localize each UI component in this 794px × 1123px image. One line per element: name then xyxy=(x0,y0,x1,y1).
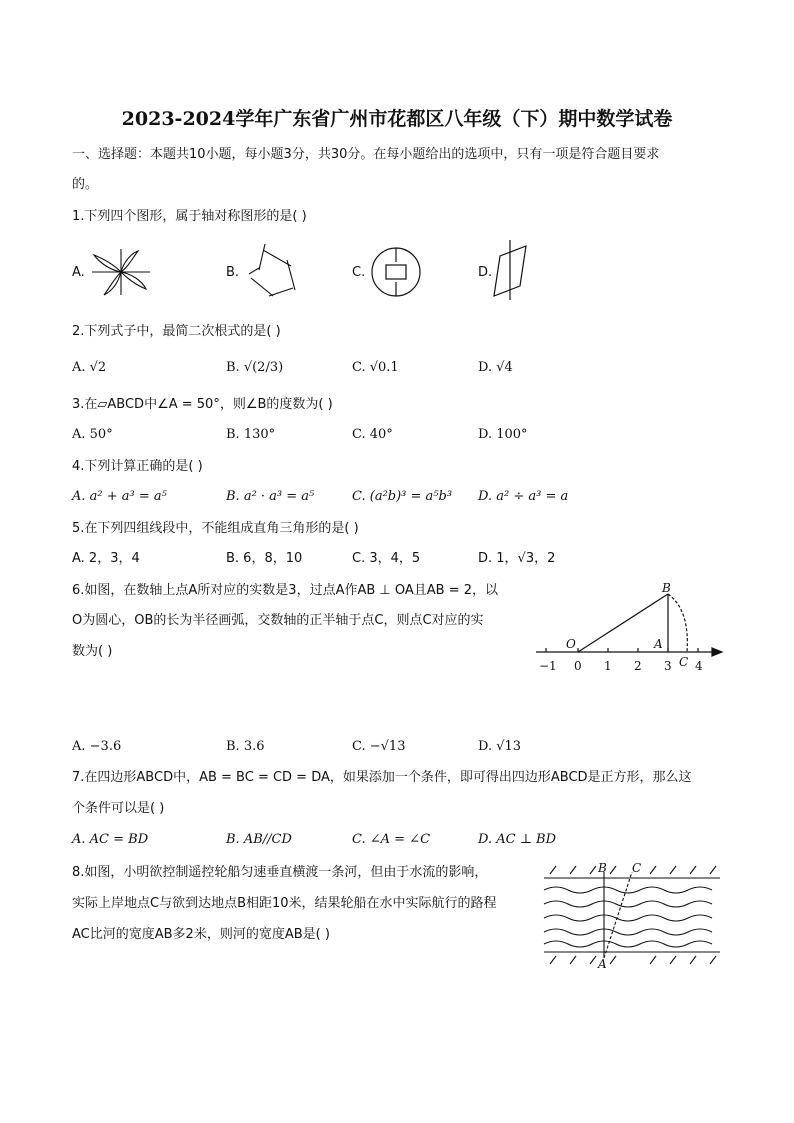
q6-option-a: A. −3.6 xyxy=(72,739,122,754)
q3-option-d: D. 100° xyxy=(478,427,528,442)
q6-stem-line2: O为圆心，OB的长为半径画弧，交数轴的正半轴于点C，则点C对应的实 xyxy=(72,613,484,628)
q6-option-d: D. √13 xyxy=(478,739,522,754)
river-figure xyxy=(540,858,722,970)
q2-option-d: D. √4 xyxy=(478,360,513,375)
q1-option-b-label: B. xyxy=(226,265,240,280)
page-title: 2023-2024学年广东省广州市花都区八年级（下）期中数学试卷 xyxy=(121,108,673,130)
point-label-c: C xyxy=(679,655,689,669)
q5-stem: 5.在下列四组线段中，不能组成直角三角形的是( ) xyxy=(72,521,359,536)
q7-option-a: A. AC = BD xyxy=(72,832,149,847)
section-heading: 一、选择题：本题共10小题，每小题3分，共30分。在每小题给出的选项中，只有一项是符合题目要求 xyxy=(72,147,660,162)
q4-option-c: C. (a²b)³ = a⁵b³ xyxy=(352,489,453,504)
tick-label: 3 xyxy=(664,659,672,673)
q4-stem: 4.下列计算正确的是( ) xyxy=(72,459,203,474)
point-label-b: B xyxy=(662,581,671,595)
q2-stem: 2.下列式子中，最简二次根式的是( ) xyxy=(72,324,281,339)
q4-option-d: D. a² ÷ a³ = a xyxy=(478,489,569,504)
q7-option-b: B. AB//CD xyxy=(226,832,292,847)
axis-arrow-icon xyxy=(712,648,722,656)
parallelogram-figure xyxy=(490,238,530,302)
q8-stem-line1: 8.如图，小明欲控制遥控轮船匀速垂直横渡一条河，但由于水流的影响， xyxy=(72,865,488,880)
tick-label: 4 xyxy=(695,659,703,673)
q6-option-c: C. −√13 xyxy=(352,739,406,754)
point-label-a: A xyxy=(654,637,663,651)
q3-option-b: B. 130° xyxy=(226,427,276,442)
q7-option-c: C. ∠A = ∠C xyxy=(352,832,431,847)
section-heading-cont: 的。 xyxy=(72,177,99,192)
q4-option-a: A. a² + a³ = a⁵ xyxy=(72,489,167,504)
point-label-c: C xyxy=(632,861,642,875)
q2-option-a: A. √2 xyxy=(72,360,107,375)
q1-option-c-label: C. xyxy=(352,265,366,280)
tick-label: 2 xyxy=(634,659,642,673)
q3-option-a: A. 50° xyxy=(72,427,113,442)
q4-option-b: B. a² · a³ = a⁵ xyxy=(226,489,315,504)
q5-option-b: B. 6，8，10 xyxy=(226,551,303,566)
q5-option-a: A. 2，3，4 xyxy=(72,551,140,566)
q3-option-c: C. 40° xyxy=(352,427,393,442)
q7-stem-line2: 个条件可以是( ) xyxy=(72,801,165,816)
coin-figure xyxy=(368,245,424,299)
tick-label: −1 xyxy=(539,659,557,673)
q7-option-d: D. AC ⊥ BD xyxy=(478,832,557,847)
tick-label: 0 xyxy=(574,659,582,673)
arc-bc xyxy=(668,594,687,652)
q6-option-b: B. 3.6 xyxy=(226,739,265,754)
q7-stem-line1: 7.在四边形ABCD中，AB = BC = CD = DA，如果添加一个条件，即可得出四边形ABCD是正方形，那么这 xyxy=(72,770,692,785)
point-label-a: A xyxy=(598,957,607,970)
q8-stem-line3: AC比河的宽度AB多2米，则河的宽度AB是( ) xyxy=(72,927,330,942)
pentagon-figure xyxy=(243,240,299,300)
number-line-figure xyxy=(530,580,730,680)
q6-stem-line1: 6.如图，在数轴上点A所对应的实数是3，过点A作AB ⊥ OA且AB = 2，以 xyxy=(72,583,498,598)
q3-stem: 3.在▱ABCD中∠A = 50°，则∠B的度数为( ) xyxy=(72,397,333,412)
q1-option-a-label: A. xyxy=(72,265,85,280)
q5-option-c: C. 3，4，5 xyxy=(352,551,421,566)
q8-stem-line2: 实际上岸地点C与欲到达地点B相距10米，结果轮船在水中实际航行的路程 xyxy=(72,896,497,911)
q1-stem: 1.下列四个图形，属于轴对称图形的是( ) xyxy=(72,209,307,224)
q5-option-d: D. 1，√3，2 xyxy=(478,551,556,566)
point-label-o: O xyxy=(566,637,576,651)
pinwheel-figure xyxy=(88,243,154,301)
q2-option-b: B. √(2/3) xyxy=(226,360,284,375)
q2-option-c: C. √0.1 xyxy=(352,360,399,375)
q6-stem-line3: 数为( ) xyxy=(72,644,113,659)
tick-label: 1 xyxy=(604,659,612,673)
q1-option-d-label: D. xyxy=(478,265,493,280)
point-label-b: B xyxy=(598,861,607,875)
